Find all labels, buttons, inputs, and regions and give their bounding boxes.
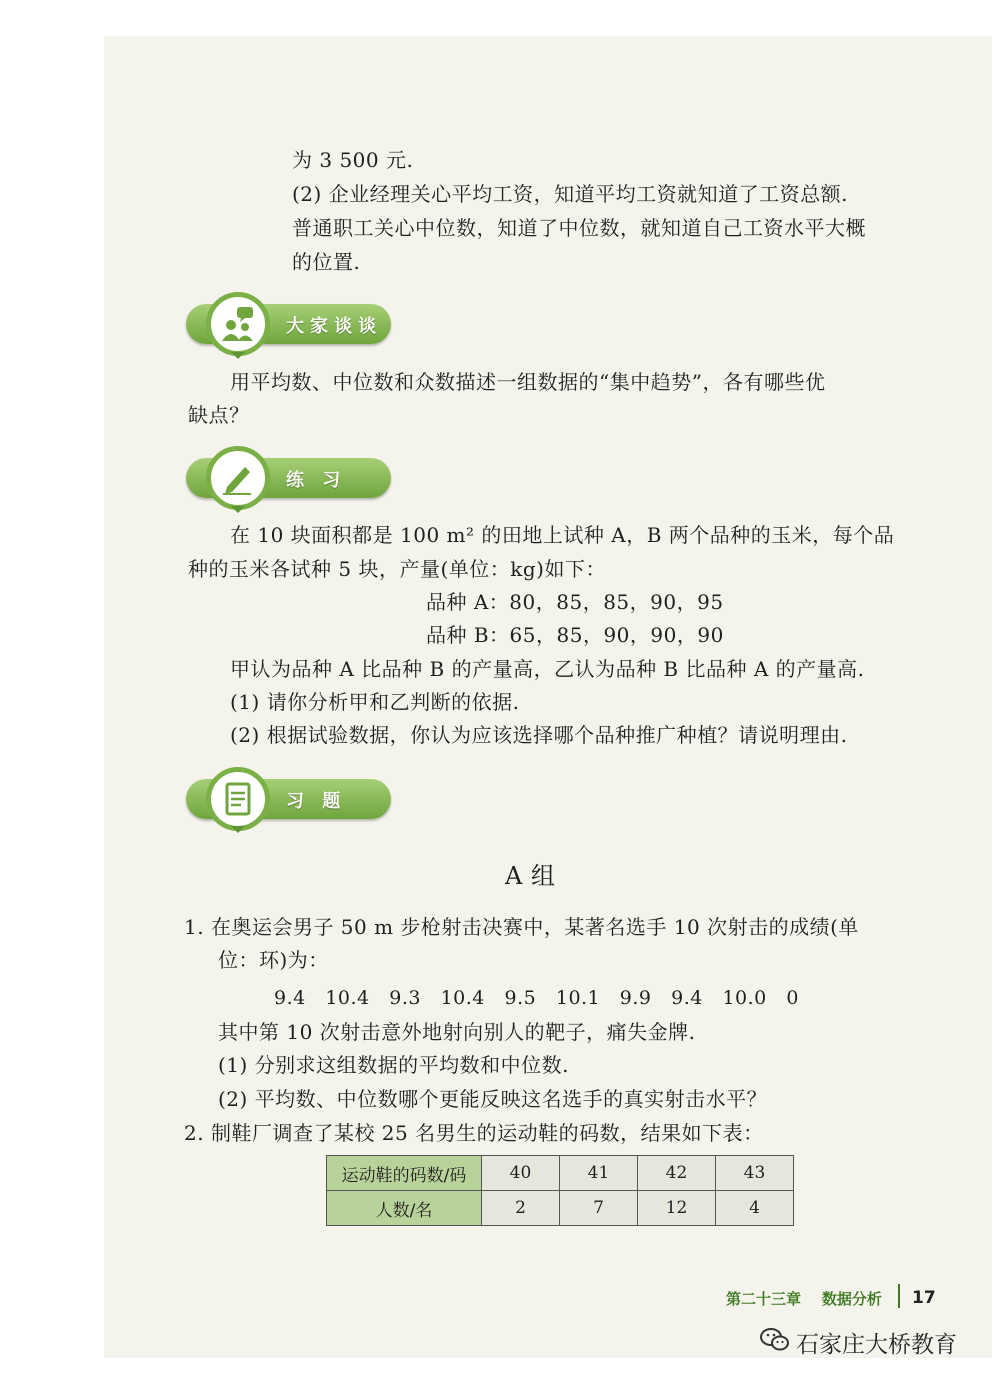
footer-divider — [898, 1284, 900, 1308]
text-line: 2. 制鞋厂调查了某校 25 名男生的运动鞋的码数，结果如下表： — [184, 1121, 764, 1145]
table-cell: 4 — [716, 1191, 794, 1226]
table-row-header: 人数/名 — [327, 1191, 482, 1226]
wechat-icon — [760, 1327, 790, 1353]
table-cell: 41 — [560, 1156, 638, 1191]
notepad-icon — [206, 767, 270, 831]
text-line: 1. 在奥运会男子 50 m 步枪射击决赛中，某著名选手 10 次射击的成绩(单 — [184, 915, 859, 939]
text-line: 种的玉米各试种 5 块，产量(单位：kg)如下： — [188, 557, 606, 581]
practice-banner-label: 练 习 — [286, 470, 347, 491]
chapter-title: 第二十三章 数据分析 — [726, 1290, 882, 1308]
text-line: 位：环)为： — [218, 948, 329, 972]
text-line: 普通职工关心中位数，知道了中位数，就知道自己工资水平大概 — [292, 216, 866, 240]
text-line: (2) 企业经理关心平均工资，知道平均工资就知道了工资总额. — [292, 182, 849, 206]
exercise-pointer — [231, 826, 245, 833]
watermark-text: 石家庄大桥教育 — [796, 1332, 957, 1358]
page-number: 17 — [912, 1288, 936, 1308]
pencil-icon — [206, 446, 270, 510]
text-line: 品种 B：65，85，90，90，90 — [426, 623, 724, 647]
text-line: 缺点？ — [188, 403, 250, 427]
text-line: 用平均数、中位数和众数描述一组数据的“集中趋势”，各有哪些优 — [230, 370, 826, 394]
text-line: 在 10 块面积都是 100 m² 的田地上试种 A，B 两个品种的玉米，每个品 — [230, 523, 895, 547]
discuss-banner-label: 大家谈谈 — [286, 316, 382, 337]
discuss-pointer — [231, 352, 245, 359]
table-cell: 43 — [716, 1156, 794, 1191]
table-cell: 7 — [560, 1191, 638, 1226]
text-line: (2) 平均数、中位数哪个更能反映这名选手的真实射击水平？ — [218, 1087, 768, 1111]
scores-line: 9.4 10.4 9.3 10.4 9.5 10.1 9.9 9.4 10.0 0 — [274, 987, 799, 1009]
practice-pointer — [231, 506, 245, 513]
table-row — [327, 1191, 794, 1226]
table-cell: 42 — [638, 1156, 716, 1191]
table-cell: 40 — [482, 1156, 560, 1191]
discussion-icon — [206, 292, 270, 356]
exercise-banner-label: 习 题 — [286, 791, 347, 812]
text-line: 品种 A：80，85，85，90，95 — [426, 590, 724, 614]
text-line: 其中第 10 次射击意外地射向别人的靶子，痛失金牌. — [218, 1020, 696, 1044]
text-line: 为 3 500 元. — [292, 148, 414, 172]
shoe-size-table — [326, 1155, 794, 1226]
text-line: (2) 根据试验数据，你认为应该选择哪个品种推广种植？请说明理由. — [230, 723, 848, 747]
group-heading: A 组 — [505, 862, 556, 890]
text-line: (1) 分别求这组数据的平均数和中位数. — [218, 1053, 570, 1077]
text-line: 的位置. — [292, 250, 361, 274]
table-cell: 12 — [638, 1191, 716, 1226]
text-line: 甲认为品种 A 比品种 B 的产量高，乙认为品种 B 比品种 A 的产量高. — [230, 657, 865, 681]
table-cell: 2 — [482, 1191, 560, 1226]
table-row — [327, 1156, 794, 1191]
text-line: (1) 请你分析甲和乙判断的依据. — [230, 690, 520, 714]
table-row-header: 运动鞋的码数/码 — [327, 1156, 482, 1191]
